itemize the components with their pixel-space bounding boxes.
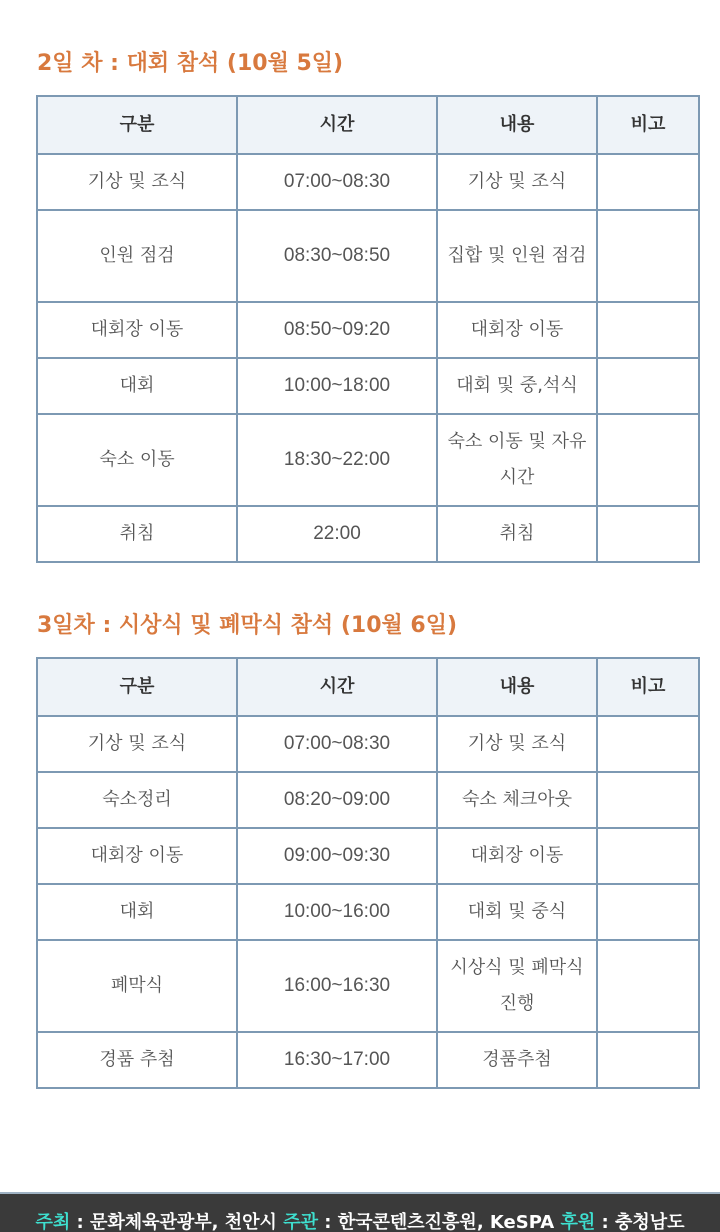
table-row xyxy=(37,884,699,940)
cell-content: 숙소 이동 및 자유시간 xyxy=(437,414,597,506)
table-row xyxy=(37,302,699,358)
header-content: 내용 xyxy=(437,96,597,154)
cell-time: 10:00~16:00 xyxy=(237,884,437,940)
cell-content: 대회장 이동 xyxy=(437,828,597,884)
cell-content: 집합 및 인원 점검 xyxy=(437,210,597,302)
cell-note xyxy=(597,210,699,302)
header-note: 비고 xyxy=(597,96,699,154)
cell-time: 16:00~16:30 xyxy=(237,940,437,1032)
cell-category: 대회 xyxy=(37,358,237,414)
cell-category: 숙소 이동 xyxy=(37,414,237,506)
cell-time: 08:20~09:00 xyxy=(237,772,437,828)
cell-category: 숙소정리 xyxy=(37,772,237,828)
cell-time: 09:00~09:30 xyxy=(237,828,437,884)
cell-category: 대회장 이동 xyxy=(37,828,237,884)
day2-title: 2일 차 : 대회 참석 (10월 5일) xyxy=(37,51,344,76)
day3-title: 3일차 : 시상식 및 폐막식 참석 (10월 6일) xyxy=(37,613,458,638)
footer-organizer-value: : 한국콘텐츠진흥원, KeSPA xyxy=(317,1212,561,1232)
cell-note xyxy=(597,414,699,506)
table-row xyxy=(37,772,699,828)
header-note: 비고 xyxy=(597,658,699,716)
cell-note xyxy=(597,154,699,210)
cell-content: 대회 및 중,석식 xyxy=(437,358,597,414)
cell-category: 대회 xyxy=(37,884,237,940)
cell-note xyxy=(597,716,699,772)
table-row xyxy=(37,210,699,302)
cell-content: 취침 xyxy=(437,506,597,562)
cell-content: 기상 및 조식 xyxy=(437,154,597,210)
table-row xyxy=(37,828,699,884)
table-header-row xyxy=(37,658,699,716)
header-category: 구분 xyxy=(37,658,237,716)
footer-host-value: : 문화체육관광부, 천안시 xyxy=(70,1212,284,1232)
cell-time: 16:30~17:00 xyxy=(237,1032,437,1088)
table-row xyxy=(37,154,699,210)
cell-category: 취침 xyxy=(37,506,237,562)
cell-category: 기상 및 조식 xyxy=(37,716,237,772)
cell-note xyxy=(597,506,699,562)
header-time: 시간 xyxy=(237,96,437,154)
cell-time: 22:00 xyxy=(237,506,437,562)
day3-schedule-table xyxy=(36,657,700,1089)
cell-content: 시상식 및 폐막식 진행 xyxy=(437,940,597,1032)
footer-sponsor-value: : 충청남도 xyxy=(595,1212,685,1232)
footer-host-label: 주최 xyxy=(35,1212,71,1232)
cell-time: 07:00~08:30 xyxy=(237,716,437,772)
cell-note xyxy=(597,1032,699,1088)
table-row xyxy=(37,414,699,506)
cell-note xyxy=(597,828,699,884)
cell-note xyxy=(597,884,699,940)
cell-category: 기상 및 조식 xyxy=(37,154,237,210)
table-row xyxy=(37,358,699,414)
cell-note xyxy=(597,940,699,1032)
header-time: 시간 xyxy=(237,658,437,716)
cell-category: 대회장 이동 xyxy=(37,302,237,358)
cell-note xyxy=(597,772,699,828)
table-row xyxy=(37,1032,699,1088)
cell-time: 08:50~09:20 xyxy=(237,302,437,358)
footer-sponsor-label: 후원 xyxy=(560,1212,596,1232)
table-row xyxy=(37,940,699,1032)
footer-organizer-label: 주관 xyxy=(283,1212,318,1232)
cell-time: 10:00~18:00 xyxy=(237,358,437,414)
cell-note xyxy=(597,302,699,358)
footer-credits xyxy=(0,1192,720,1232)
day2-schedule-table xyxy=(36,95,700,563)
cell-category: 경품 추첨 xyxy=(37,1032,237,1088)
cell-content: 경품추첨 xyxy=(437,1032,597,1088)
table-header-row xyxy=(37,96,699,154)
cell-category: 인원 점검 xyxy=(37,210,237,302)
cell-note xyxy=(597,358,699,414)
cell-content: 기상 및 조식 xyxy=(437,716,597,772)
table-row xyxy=(37,716,699,772)
cell-time: 08:30~08:50 xyxy=(237,210,437,302)
header-content: 내용 xyxy=(437,658,597,716)
cell-content: 대회 및 중식 xyxy=(437,884,597,940)
cell-content: 대회장 이동 xyxy=(437,302,597,358)
cell-time: 18:30~22:00 xyxy=(237,414,437,506)
cell-category: 폐막식 xyxy=(37,940,237,1032)
cell-content: 숙소 체크아웃 xyxy=(437,772,597,828)
cell-time: 07:00~08:30 xyxy=(237,154,437,210)
table-row xyxy=(37,506,699,562)
header-category: 구분 xyxy=(37,96,237,154)
